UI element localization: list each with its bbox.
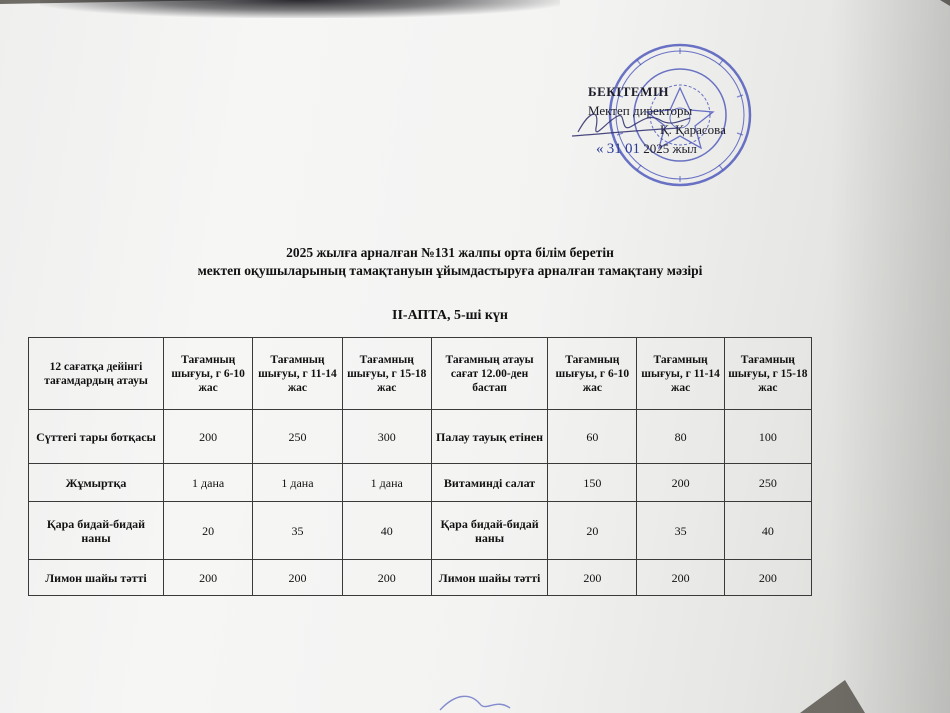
dish-name: Витаминді салат bbox=[431, 464, 547, 502]
director-signature bbox=[560, 90, 700, 150]
header-cell: Тағамның шығуы, г 6-10 жас bbox=[164, 338, 253, 410]
header-cell: 12 сағатқа дейінгі тағамдардың атауы bbox=[29, 338, 164, 410]
header-cell: Тағамның шығуы, г 15-18 жас bbox=[724, 338, 811, 410]
table-row bbox=[29, 410, 812, 464]
table-row bbox=[29, 502, 812, 560]
portion-cell: 150 bbox=[548, 464, 637, 502]
dish-name: Лимон шайы тәтті bbox=[29, 560, 164, 596]
portion-cell: 1 дана bbox=[342, 464, 431, 502]
table-row bbox=[29, 464, 812, 502]
heading-line-2: мектеп оқушыларының тамақтануын ұйымдастыруға арналған тамақтану мәзірі bbox=[197, 263, 703, 278]
portion-cell: 80 bbox=[637, 410, 724, 464]
header-cell: Тағамның шығуы, г 15-18 жас bbox=[342, 338, 431, 410]
portion-cell: 40 bbox=[724, 502, 811, 560]
header-cell: Тағамның шығуы, г 11-14 жас bbox=[253, 338, 342, 410]
dish-name: Палау тауық етінен bbox=[431, 410, 547, 464]
table-header-row bbox=[29, 338, 812, 410]
portion-cell: 200 bbox=[164, 560, 253, 596]
portion-cell: 200 bbox=[342, 560, 431, 596]
top-shadow bbox=[40, 0, 560, 18]
portion-cell: 20 bbox=[164, 502, 253, 560]
portion-cell: 60 bbox=[548, 410, 637, 464]
header-cell: Тағамның атауы сағат 12.00-ден бастап bbox=[431, 338, 547, 410]
director-position: Мектеп директоры bbox=[588, 103, 693, 118]
portion-cell: 250 bbox=[724, 464, 811, 502]
portion-cell: 35 bbox=[253, 502, 342, 560]
portion-cell: 200 bbox=[724, 560, 811, 596]
portion-cell: 1 дана bbox=[253, 464, 342, 502]
dish-name: Қара бидай-бидай наны bbox=[29, 502, 164, 560]
portion-cell: 300 bbox=[342, 410, 431, 464]
portion-cell: 200 bbox=[548, 560, 637, 596]
date-month: 01 bbox=[625, 141, 640, 157]
dish-name: Қара бидай-бидай наны bbox=[431, 502, 547, 560]
portion-cell: 200 bbox=[164, 410, 253, 464]
header-cell: Тағамның шығуы, г 6-10 жас bbox=[548, 338, 637, 410]
table-row bbox=[29, 560, 812, 596]
date-year: 2025 жыл bbox=[643, 141, 697, 156]
date-quote: « bbox=[596, 141, 604, 157]
portion-cell: 40 bbox=[342, 502, 431, 560]
dish-name: Сүттегі тары ботқасы bbox=[29, 410, 164, 464]
right-shade bbox=[830, 0, 950, 713]
portion-cell: 200 bbox=[253, 560, 342, 596]
portion-cell: 250 bbox=[253, 410, 342, 464]
portion-cell: 100 bbox=[724, 410, 811, 464]
portion-cell: 20 bbox=[548, 502, 637, 560]
bottom-ink-mark bbox=[430, 690, 520, 713]
week-title: ІІ-АПТА, 5-ші күн bbox=[392, 308, 508, 323]
director-name: Қ. Қарасова bbox=[660, 122, 726, 137]
heading-line-1: 2025 жылға арналған №131 жалпы орта білім беретін bbox=[286, 245, 614, 260]
portion-cell: 200 bbox=[637, 464, 724, 502]
header-cell: Тағамның шығуы, г 11-14 жас bbox=[637, 338, 724, 410]
dish-name: Жұмыртқа bbox=[29, 464, 164, 502]
menu-heading bbox=[0, 244, 900, 280]
date-day: 31 bbox=[606, 141, 622, 157]
menu-table bbox=[28, 337, 812, 596]
portion-cell: 35 bbox=[637, 502, 724, 560]
portion-cell: 1 дана bbox=[164, 464, 253, 502]
dish-name: Лимон шайы тәтті bbox=[431, 560, 547, 596]
approval-title: БЕКІТЕМІН bbox=[588, 84, 670, 99]
portion-cell: 200 bbox=[637, 560, 724, 596]
